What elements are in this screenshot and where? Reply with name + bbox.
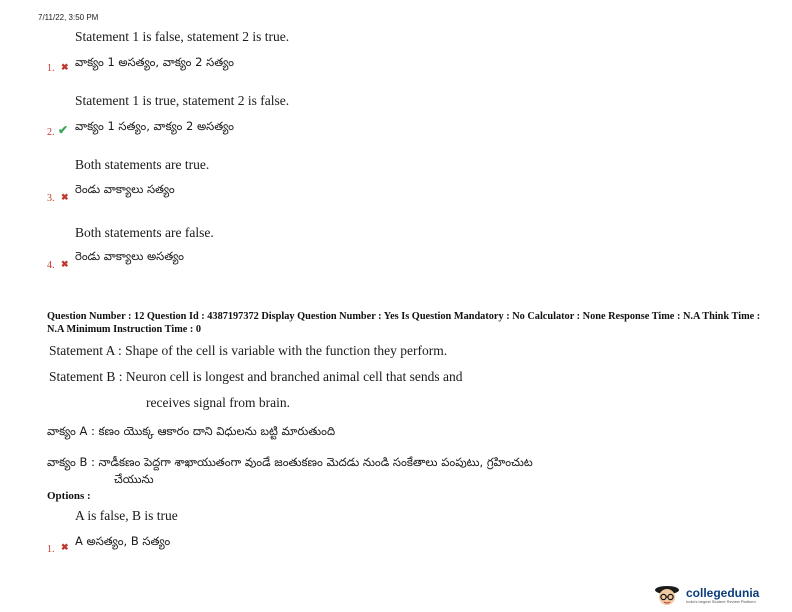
collegedunia-logo — [652, 583, 759, 607]
option-2-english-text: Statement 1 is true, statement 2 is false. — [75, 93, 290, 108]
wrong-cross-icon: ✖ — [61, 259, 69, 269]
statement-b-telugu-line1: వాక్యం B : నాడీకణం పెద్దగా శాఖాయుతంగా వుండే జంతుకణం మెదడు నుండి సంకేతాలు పంపుటు, గ్రహించుట — [47, 455, 533, 469]
statement-a-telugu: వాక్యం A : కణం యొక్క ఆకారం దాని విధులను బట్టి మారుతుంది — [47, 424, 336, 438]
option-4-telugu-text: రెండు వాక్యాలు అసత్యం — [75, 249, 184, 263]
statement-b-telugu-line2: చేయును — [114, 472, 154, 486]
statement-b-english-line2: receives signal from brain. — [146, 395, 290, 410]
statement-b-english-line1: Statement B : Neuron cell is longest and branched animal cell that sends and — [49, 369, 463, 384]
wrong-cross-icon: ✖ — [61, 62, 69, 72]
wrong-cross-icon: ✖ — [61, 192, 69, 202]
correct-check-icon: ✔ — [58, 123, 69, 137]
option-3-telugu-text: రెండు వాక్యాలు సత్యం — [75, 182, 175, 196]
print-timestamp: 7/11/22, 3:50 PM — [38, 13, 99, 22]
option-4-english-text: Both statements are false. — [75, 225, 214, 240]
option-1-number: 1. — [47, 63, 55, 74]
statement-a-english: Statement A : Shape of the cell is variable with the function they perform. — [49, 343, 448, 358]
q12-option-1-english: A is false, B is true — [75, 508, 178, 523]
logo-wordmark: collegedunia — [686, 585, 760, 600]
option-2-number: 2. — [47, 127, 55, 138]
option-4-number: 4. — [47, 260, 55, 271]
option-3-number: 3. — [47, 193, 55, 204]
options-label: Options : — [47, 490, 91, 502]
option-3-english-text: Both statements are true. — [75, 157, 210, 172]
option-1-telugu-text: వాక్యం 1 అసత్యం, వాక్యం 2 సత్యం — [75, 55, 234, 69]
option-1-english-text: Statement 1 is false, statement 2 is true. — [75, 29, 290, 44]
option-2-telugu-text: వాక్యం 1 సత్యం, వాక్యం 2 అసత్యం — [75, 119, 234, 133]
logo-tagline: India's largest Student Review Platform — [686, 598, 756, 604]
q12-option-1-telugu: A అసత్యం, B సత్యం — [75, 534, 171, 548]
mascot-icon — [652, 583, 682, 607]
wrong-cross-icon: ✖ — [61, 542, 69, 552]
question-meta: Question Number : 12 Question Id : 4387197372 Display Question Number : Yes Is Question Mandatory : No Calculator : None Response Time : N.A Think Time : N.A Minimum Instruction Time : 0 — [47, 311, 761, 335]
q12-option-1-number: 1. — [47, 544, 55, 555]
